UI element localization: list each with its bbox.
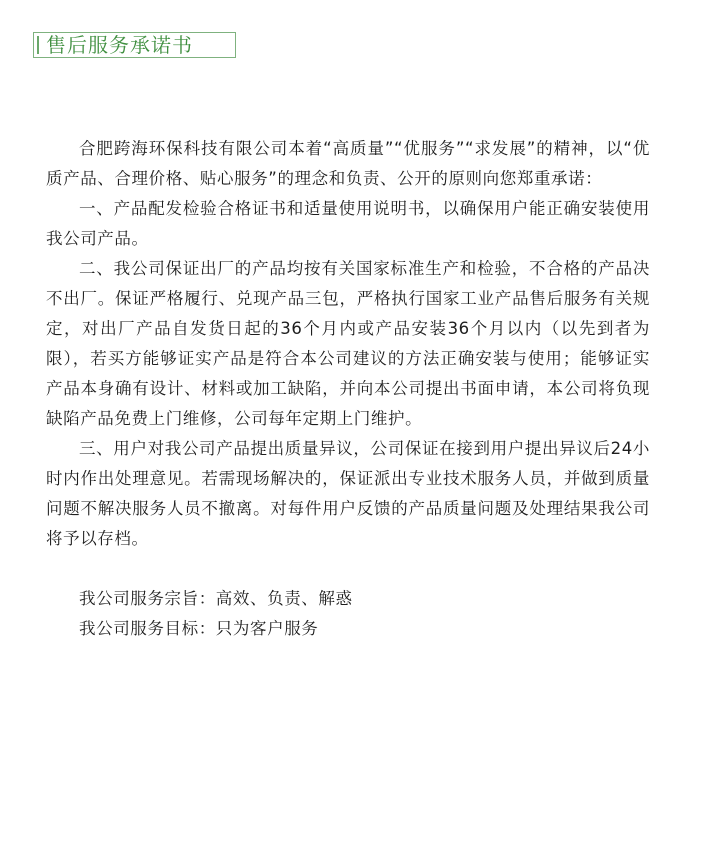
intro-paragraph: 合肥跨海环保科技有限公司本着“高质量”“优服务”“求发展”的精神，以“优质产品、合理价格、贴心服务”的理念和负责、公开的原则向您郑重承诺： bbox=[46, 139, 650, 188]
commitment-item-1: 一、产品配发检验合格证书和适量使用说明书，以确保用户能正确安装使用我公司产品。 bbox=[46, 199, 650, 248]
service-tenet: 我公司服务宗旨：高效、负责、解惑 bbox=[79, 589, 353, 608]
commitment-body bbox=[46, 134, 650, 644]
title-accent-bar bbox=[37, 36, 39, 54]
page-title: 售后服务承诺书 bbox=[46, 33, 193, 57]
service-goal: 我公司服务目标：只为客户服务 bbox=[79, 619, 319, 638]
commitment-item-2: 二、我公司保证出厂的产品均按有关国家标准生产和检验，不合格的产品决不出厂。保证严格履行、兑现产品三包，严格执行国家工业产品售后服务有关规定，对出厂产品自发货日起的36个月内或产品安装36个月以内（以先到者为限），若买方能够证实产品是符合本公司建议的方法正确安装与使用；能够证实产品本身确有设计、材料或加工缺陷，并向本公司提出书面申请，本公司将负现缺陷产品免费上门维修，公司每年定期上门维护。 bbox=[46, 259, 650, 428]
commitment-item-3: 三、用户对我公司产品提出质量异议，公司保证在接到用户提出异议后24小时内作出处理意见。若需现场解决的，保证派出专业技术服务人员，并做到质量问题不解决服务人员不撤离。对每件用户反馈的产品质量问题及处理结果我公司将予以存档。 bbox=[46, 439, 650, 548]
